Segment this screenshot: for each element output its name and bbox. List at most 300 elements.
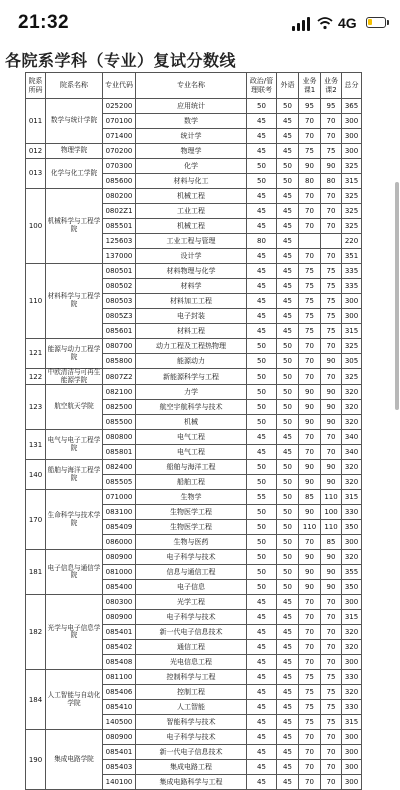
- course2-score-cell: 75: [321, 144, 342, 159]
- scrollbar-thumb[interactable]: [395, 182, 399, 410]
- politics-score-cell: 45: [247, 625, 277, 640]
- dept-name-cell: 中欧清洁与可再生能源学院: [46, 369, 103, 385]
- course1-score-cell: 90: [299, 460, 321, 475]
- language-score-cell: 45: [277, 745, 299, 760]
- course2-score-cell: 100: [321, 505, 342, 520]
- course2-score-cell: 75: [321, 324, 342, 339]
- politics-score-cell: 45: [247, 324, 277, 339]
- course1-score-cell: 70: [299, 430, 321, 445]
- total-score-cell: 340: [342, 445, 362, 460]
- major-name-cell: 新一代电子信息技术: [136, 745, 247, 760]
- total-score-cell: 300: [342, 595, 362, 610]
- course1-score-cell: 90: [299, 159, 321, 174]
- total-score-cell: 320: [342, 640, 362, 655]
- politics-score-cell: 45: [247, 730, 277, 745]
- major-name-cell: 化学: [136, 159, 247, 174]
- politics-score-cell: 45: [247, 249, 277, 264]
- course1-score-cell: 90: [299, 415, 321, 430]
- course2-score-cell: 70: [321, 114, 342, 129]
- language-score-cell: 50: [277, 535, 299, 550]
- course2-score-cell: 70: [321, 445, 342, 460]
- table-row: [26, 730, 362, 745]
- table-row: [26, 595, 362, 610]
- course2-score-cell: 70: [321, 760, 342, 775]
- politics-score-cell: 50: [247, 174, 277, 189]
- major-code-cell: 080300: [103, 595, 136, 610]
- table-row: [26, 490, 362, 505]
- course1-score-cell: 75: [299, 144, 321, 159]
- politics-score-cell: 45: [247, 760, 277, 775]
- major-code-cell: 085801: [103, 445, 136, 460]
- course1-score-cell: 70: [299, 445, 321, 460]
- major-code-cell: 080200: [103, 189, 136, 204]
- major-code-cell: 140500: [103, 715, 136, 730]
- course1-score-cell: 70: [299, 204, 321, 219]
- language-score-cell: 45: [277, 324, 299, 339]
- course2-score-cell: 85: [321, 535, 342, 550]
- total-score-cell: 325: [342, 159, 362, 174]
- course2-score-cell: 90: [321, 580, 342, 595]
- major-code-cell: 085401: [103, 745, 136, 760]
- table-row: [26, 189, 362, 204]
- total-score-cell: 351: [342, 249, 362, 264]
- wifi-icon: [317, 16, 333, 30]
- politics-score-cell: 50: [247, 99, 277, 114]
- battery-tip: [387, 20, 389, 25]
- course2-score-cell: 90: [321, 385, 342, 400]
- language-score-cell: 50: [277, 174, 299, 189]
- total-score-cell: 325: [342, 189, 362, 204]
- major-name-cell: 设计学: [136, 249, 247, 264]
- major-name-cell: 电气工程: [136, 430, 247, 445]
- dept-name-cell: 生命科学与技术学院: [46, 490, 103, 550]
- language-score-cell: 50: [277, 475, 299, 490]
- language-score-cell: 45: [277, 249, 299, 264]
- major-name-cell: 生物医学工程: [136, 505, 247, 520]
- total-score-cell: 330: [342, 700, 362, 715]
- course1-score-cell: 70: [299, 760, 321, 775]
- course2-score-cell: 70: [321, 745, 342, 760]
- header-cell: 专业名称: [136, 73, 247, 99]
- course2-score-cell: 90: [321, 550, 342, 565]
- dept-name-cell: 船舶与海洋工程学院: [46, 460, 103, 490]
- major-code-cell: 070200: [103, 144, 136, 159]
- course2-score-cell: 70: [321, 430, 342, 445]
- total-score-cell: 315: [342, 610, 362, 625]
- politics-score-cell: 50: [247, 565, 277, 580]
- course2-score-cell: [321, 234, 342, 249]
- politics-score-cell: 50: [247, 354, 277, 369]
- dept-code-cell: 182: [26, 595, 46, 670]
- course2-score-cell: 75: [321, 309, 342, 324]
- course1-score-cell: 90: [299, 475, 321, 490]
- total-score-cell: 335: [342, 264, 362, 279]
- total-score-cell: 335: [342, 279, 362, 294]
- course2-score-cell: 90: [321, 460, 342, 475]
- politics-score-cell: 45: [247, 204, 277, 219]
- course1-score-cell: 90: [299, 580, 321, 595]
- total-score-cell: 300: [342, 730, 362, 745]
- politics-score-cell: 50: [247, 385, 277, 400]
- politics-score-cell: 45: [247, 610, 277, 625]
- language-score-cell: 50: [277, 400, 299, 415]
- major-code-cell: 081100: [103, 670, 136, 685]
- course2-score-cell: 90: [321, 565, 342, 580]
- major-name-cell: 信息与通信工程: [136, 565, 247, 580]
- course2-score-cell: 70: [321, 775, 342, 790]
- politics-score-cell: 50: [247, 339, 277, 354]
- total-score-cell: 320: [342, 550, 362, 565]
- major-code-cell: 0802Z1: [103, 204, 136, 219]
- total-score-cell: 300: [342, 114, 362, 129]
- total-score-cell: 300: [342, 535, 362, 550]
- major-name-cell: 应用统计: [136, 99, 247, 114]
- course2-score-cell: 70: [321, 339, 342, 354]
- major-name-cell: 力学: [136, 385, 247, 400]
- major-code-cell: 081000: [103, 565, 136, 580]
- major-code-cell: 080900: [103, 730, 136, 745]
- table-header-row: [26, 73, 362, 99]
- language-score-cell: 50: [277, 490, 299, 505]
- course2-score-cell: 70: [321, 129, 342, 144]
- language-score-cell: 45: [277, 204, 299, 219]
- major-code-cell: 070100: [103, 114, 136, 129]
- major-name-cell: 通信工程: [136, 640, 247, 655]
- course1-score-cell: 70: [299, 655, 321, 670]
- dept-name-cell: 人工智能与自动化学院: [46, 670, 103, 730]
- language-score-cell: 50: [277, 505, 299, 520]
- header-cell: 专业代码: [103, 73, 136, 99]
- course1-score-cell: 75: [299, 685, 321, 700]
- major-code-cell: 0807Z2: [103, 369, 136, 385]
- major-name-cell: 控制工程: [136, 685, 247, 700]
- table-row: [26, 144, 362, 159]
- course1-score-cell: 70: [299, 219, 321, 234]
- politics-score-cell: 50: [247, 159, 277, 174]
- dept-name-cell: 电气与电子工程学院: [46, 430, 103, 460]
- status-bar: [0, 0, 400, 46]
- dept-code-cell: 131: [26, 430, 46, 460]
- total-score-cell: 325: [342, 204, 362, 219]
- total-score-cell: 300: [342, 309, 362, 324]
- table-row: [26, 159, 362, 174]
- language-score-cell: 45: [277, 219, 299, 234]
- table-row: [26, 670, 362, 685]
- major-name-cell: 生物与医药: [136, 535, 247, 550]
- course2-score-cell: 70: [321, 189, 342, 204]
- course2-score-cell: 75: [321, 264, 342, 279]
- course1-score-cell: 70: [299, 625, 321, 640]
- course2-score-cell: 70: [321, 730, 342, 745]
- major-name-cell: 物理学: [136, 144, 247, 159]
- language-score-cell: 45: [277, 685, 299, 700]
- course1-score-cell: 70: [299, 745, 321, 760]
- language-score-cell: 45: [277, 309, 299, 324]
- major-code-cell: 071000: [103, 490, 136, 505]
- major-name-cell: 生物学: [136, 490, 247, 505]
- dept-code-cell: 122: [26, 369, 46, 385]
- total-score-cell: 330: [342, 670, 362, 685]
- total-score-cell: 320: [342, 400, 362, 415]
- dept-code-cell: 100: [26, 189, 46, 264]
- course2-score-cell: 75: [321, 685, 342, 700]
- course2-score-cell: 75: [321, 700, 342, 715]
- language-score-cell: 45: [277, 610, 299, 625]
- course1-score-cell: 90: [299, 565, 321, 580]
- course2-score-cell: 95: [321, 99, 342, 114]
- header-cell: 政治/管理联考: [247, 73, 277, 99]
- total-score-cell: 320: [342, 685, 362, 700]
- language-score-cell: 50: [277, 354, 299, 369]
- total-score-cell: 350: [342, 520, 362, 535]
- total-score-cell: 220: [342, 234, 362, 249]
- major-code-cell: 080503: [103, 294, 136, 309]
- total-score-cell: 315: [342, 715, 362, 730]
- major-code-cell: 085400: [103, 580, 136, 595]
- total-score-cell: 300: [342, 655, 362, 670]
- course2-score-cell: 70: [321, 610, 342, 625]
- network-label: 4G: [338, 15, 357, 31]
- total-score-cell: 340: [342, 430, 362, 445]
- dept-code-cell: 011: [26, 99, 46, 144]
- course1-score-cell: 90: [299, 505, 321, 520]
- language-score-cell: 50: [277, 580, 299, 595]
- dept-name-cell: 光学与电子信息学院: [46, 595, 103, 670]
- dept-name-cell: 机械科学与工程学院: [46, 189, 103, 264]
- dept-name-cell: 材料科学与工程学院: [46, 264, 103, 339]
- language-score-cell: 50: [277, 550, 299, 565]
- header-cell: 院系名称: [46, 73, 103, 99]
- course1-score-cell: 70: [299, 369, 321, 385]
- major-code-cell: 085410: [103, 700, 136, 715]
- politics-score-cell: 45: [247, 114, 277, 129]
- dept-code-cell: 110: [26, 264, 46, 339]
- language-score-cell: 45: [277, 430, 299, 445]
- course1-score-cell: 75: [299, 294, 321, 309]
- table-row: [26, 550, 362, 565]
- course2-score-cell: 70: [321, 249, 342, 264]
- politics-score-cell: 50: [247, 550, 277, 565]
- total-score-cell: 325: [342, 369, 362, 385]
- language-score-cell: 45: [277, 640, 299, 655]
- course2-score-cell: 75: [321, 715, 342, 730]
- course1-score-cell: 90: [299, 550, 321, 565]
- politics-score-cell: 45: [247, 309, 277, 324]
- politics-score-cell: 45: [247, 144, 277, 159]
- politics-score-cell: 50: [247, 520, 277, 535]
- course1-score-cell: 75: [299, 279, 321, 294]
- total-score-cell: 365: [342, 99, 362, 114]
- major-name-cell: 机械工程: [136, 189, 247, 204]
- language-score-cell: 50: [277, 415, 299, 430]
- total-score-cell: 300: [342, 775, 362, 790]
- major-name-cell: 机械工程: [136, 219, 247, 234]
- total-score-cell: 300: [342, 129, 362, 144]
- major-code-cell: 085505: [103, 475, 136, 490]
- major-code-cell: 086000: [103, 535, 136, 550]
- politics-score-cell: 50: [247, 460, 277, 475]
- dept-name-cell: 能源与动力工程学院: [46, 339, 103, 369]
- total-score-cell: 320: [342, 385, 362, 400]
- major-code-cell: 080502: [103, 279, 136, 294]
- total-score-cell: 315: [342, 490, 362, 505]
- language-score-cell: 45: [277, 234, 299, 249]
- major-name-cell: 集成电路科学与工程: [136, 775, 247, 790]
- language-score-cell: 45: [277, 144, 299, 159]
- major-name-cell: 控制科学与工程: [136, 670, 247, 685]
- major-name-cell: 光电信息工程: [136, 655, 247, 670]
- language-score-cell: 45: [277, 760, 299, 775]
- major-code-cell: 080800: [103, 430, 136, 445]
- major-name-cell: 材料物理与化学: [136, 264, 247, 279]
- course1-score-cell: 75: [299, 670, 321, 685]
- politics-score-cell: 50: [247, 415, 277, 430]
- major-code-cell: 085800: [103, 354, 136, 369]
- major-name-cell: 数学: [136, 114, 247, 129]
- language-score-cell: 45: [277, 595, 299, 610]
- table-row: [26, 430, 362, 445]
- major-code-cell: 025200: [103, 99, 136, 114]
- table-body: [26, 99, 362, 790]
- major-name-cell: 航空宇航科学与技术: [136, 400, 247, 415]
- language-score-cell: 50: [277, 369, 299, 385]
- politics-score-cell: 45: [247, 745, 277, 760]
- language-score-cell: 50: [277, 159, 299, 174]
- major-name-cell: 电子科学与技术: [136, 610, 247, 625]
- language-score-cell: 45: [277, 279, 299, 294]
- dept-name-cell: 数学与统计学院: [46, 99, 103, 144]
- total-score-cell: 355: [342, 565, 362, 580]
- major-name-cell: 新能源科学与工程: [136, 369, 247, 385]
- course1-score-cell: 75: [299, 715, 321, 730]
- total-score-cell: 320: [342, 415, 362, 430]
- major-code-cell: 137000: [103, 249, 136, 264]
- total-score-cell: 325: [342, 339, 362, 354]
- header-cell: 业务课2: [321, 73, 342, 99]
- dept-code-cell: 140: [26, 460, 46, 490]
- major-name-cell: 材料与化工: [136, 174, 247, 189]
- course1-score-cell: 70: [299, 595, 321, 610]
- major-code-cell: 080700: [103, 339, 136, 354]
- language-score-cell: 50: [277, 339, 299, 354]
- total-score-cell: 300: [342, 760, 362, 775]
- course2-score-cell: 80: [321, 174, 342, 189]
- language-score-cell: 45: [277, 655, 299, 670]
- dept-name-cell: 集成电路学院: [46, 730, 103, 790]
- major-code-cell: 082400: [103, 460, 136, 475]
- dept-code-cell: 013: [26, 159, 46, 189]
- course1-score-cell: 70: [299, 189, 321, 204]
- course2-score-cell: 90: [321, 415, 342, 430]
- course1-score-cell: 70: [299, 640, 321, 655]
- major-code-cell: 085401: [103, 625, 136, 640]
- major-name-cell: 集成电路工程: [136, 760, 247, 775]
- header-cell: 外语: [277, 73, 299, 99]
- score-table: [25, 72, 362, 790]
- course2-score-cell: 70: [321, 625, 342, 640]
- total-score-cell: 300: [342, 294, 362, 309]
- total-score-cell: 320: [342, 625, 362, 640]
- language-score-cell: 45: [277, 730, 299, 745]
- course1-score-cell: 75: [299, 324, 321, 339]
- total-score-cell: 320: [342, 475, 362, 490]
- major-name-cell: 电子科学与技术: [136, 550, 247, 565]
- course2-score-cell: 70: [321, 219, 342, 234]
- language-score-cell: 45: [277, 670, 299, 685]
- major-code-cell: 070300: [103, 159, 136, 174]
- signal-icon: [292, 17, 312, 31]
- dept-name-cell: 物理学院: [46, 144, 103, 159]
- status-time: 21:32: [18, 12, 70, 33]
- dept-code-cell: 190: [26, 730, 46, 790]
- major-name-cell: 新一代电子信息技术: [136, 625, 247, 640]
- course2-score-cell: 75: [321, 279, 342, 294]
- language-score-cell: 45: [277, 775, 299, 790]
- score-table-container: [25, 72, 362, 790]
- language-score-cell: 50: [277, 520, 299, 535]
- dept-code-cell: 181: [26, 550, 46, 595]
- major-code-cell: 080900: [103, 550, 136, 565]
- major-code-cell: 085501: [103, 219, 136, 234]
- major-name-cell: 电气工程: [136, 445, 247, 460]
- politics-score-cell: 45: [247, 129, 277, 144]
- major-name-cell: 电子信息: [136, 580, 247, 595]
- major-name-cell: 材料加工工程: [136, 294, 247, 309]
- politics-score-cell: 45: [247, 264, 277, 279]
- course2-score-cell: 75: [321, 670, 342, 685]
- dept-code-cell: 121: [26, 339, 46, 369]
- course1-score-cell: 95: [299, 99, 321, 114]
- header-cell: 业务课1: [299, 73, 321, 99]
- course1-score-cell: 70: [299, 730, 321, 745]
- major-name-cell: 能源动力: [136, 354, 247, 369]
- major-name-cell: 人工智能: [136, 700, 247, 715]
- dept-name-cell: 航空航天学院: [46, 385, 103, 430]
- course1-score-cell: 75: [299, 309, 321, 324]
- course1-score-cell: 70: [299, 535, 321, 550]
- politics-score-cell: 50: [247, 505, 277, 520]
- language-score-cell: 45: [277, 715, 299, 730]
- major-code-cell: 140100: [103, 775, 136, 790]
- politics-score-cell: 45: [247, 279, 277, 294]
- major-name-cell: 材料工程: [136, 324, 247, 339]
- course1-score-cell: 90: [299, 400, 321, 415]
- course1-score-cell: 70: [299, 249, 321, 264]
- course2-score-cell: 70: [321, 369, 342, 385]
- politics-score-cell: 45: [247, 219, 277, 234]
- major-code-cell: 0805Z3: [103, 309, 136, 324]
- politics-score-cell: 45: [247, 685, 277, 700]
- politics-score-cell: 45: [247, 670, 277, 685]
- course1-score-cell: 70: [299, 775, 321, 790]
- major-name-cell: 电子科学与技术: [136, 730, 247, 745]
- language-score-cell: 45: [277, 445, 299, 460]
- major-code-cell: 080501: [103, 264, 136, 279]
- politics-score-cell: 45: [247, 445, 277, 460]
- politics-score-cell: 45: [247, 715, 277, 730]
- major-code-cell: 085406: [103, 685, 136, 700]
- course2-score-cell: 90: [321, 475, 342, 490]
- major-name-cell: 电子封装: [136, 309, 247, 324]
- major-code-cell: 082100: [103, 385, 136, 400]
- major-name-cell: 船舶工程: [136, 475, 247, 490]
- total-score-cell: 315: [342, 174, 362, 189]
- language-score-cell: 45: [277, 189, 299, 204]
- course2-score-cell: 110: [321, 520, 342, 535]
- dept-name-cell: 电子信息与通信学院: [46, 550, 103, 595]
- total-score-cell: 300: [342, 144, 362, 159]
- course2-score-cell: 90: [321, 354, 342, 369]
